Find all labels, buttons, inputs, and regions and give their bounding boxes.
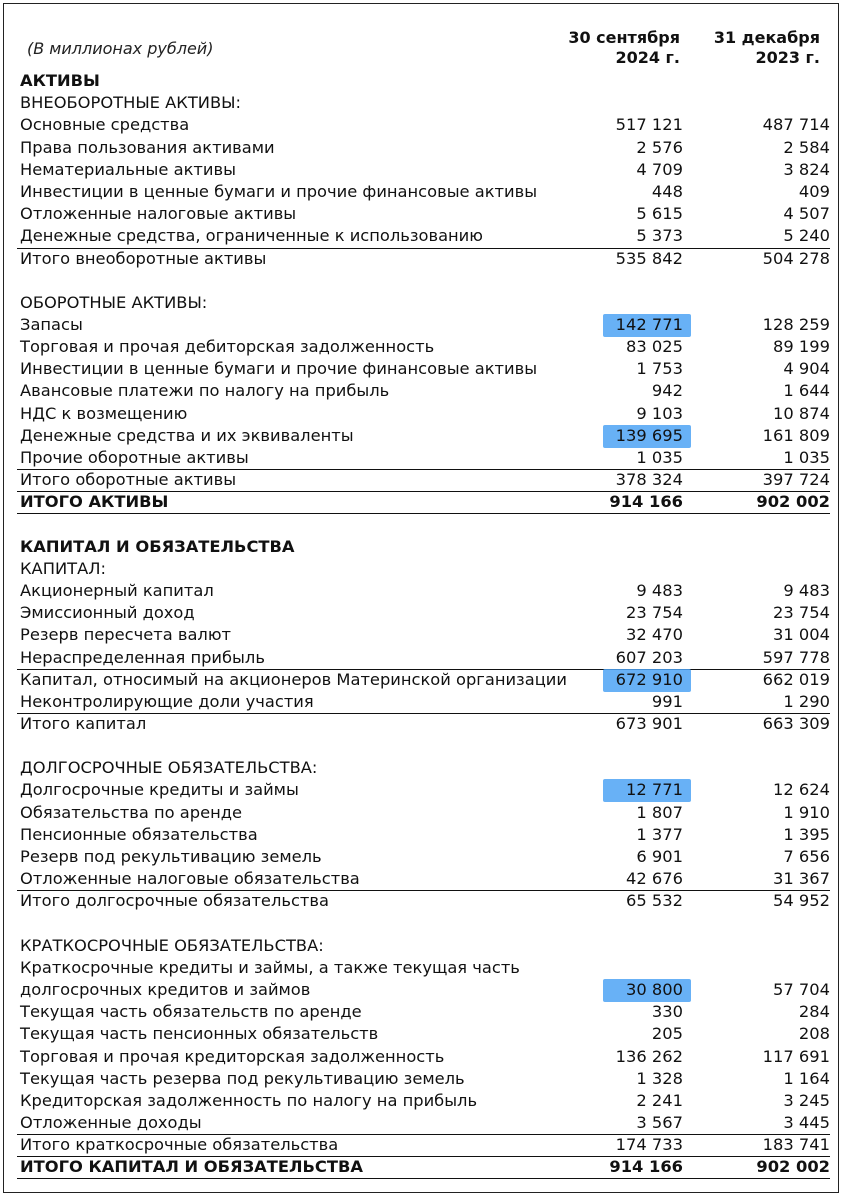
value-2024-text: 991 — [651, 691, 683, 711]
value-2024 — [543, 1046, 683, 1068]
row-label: Отложенные налоговые активы — [20, 204, 297, 224]
row-label: Неконтролирующие доли участия — [20, 691, 314, 711]
value-2024-text: 448 — [651, 181, 683, 201]
row-label: Инвестиции в ценные бумаги и прочие финансовые активы — [20, 359, 538, 379]
value-2024 — [543, 1156, 683, 1178]
subtotal-row — [0, 669, 846, 691]
value-2024 — [543, 181, 683, 203]
value-2023: 3 245 — [783, 1090, 830, 1110]
value-2023: 89 199 — [773, 337, 830, 357]
row-spacer — [0, 913, 846, 935]
value-2024-text: 30 800 — [626, 979, 683, 999]
value-2023: 597 778 — [762, 647, 830, 667]
column-header-2024-line1: 30 сентября — [568, 28, 680, 47]
grand-total-row — [0, 491, 846, 513]
row-spacer — [0, 270, 846, 292]
value-2024 — [543, 1068, 683, 1090]
value-2024-text: 1 328 — [636, 1068, 683, 1088]
value-2024 — [543, 979, 683, 1001]
section-title — [0, 70, 846, 92]
row-label: Торговая и прочая дебиторская задолженность — [20, 337, 435, 357]
table-row — [0, 137, 846, 159]
table-row — [0, 1046, 846, 1068]
row-label: Пенсионные обязательства — [20, 824, 258, 844]
value-2023: 7 656 — [783, 847, 830, 866]
row-label: Текущая часть резерва под рекультивацию земель — [20, 1068, 465, 1088]
value-2024 — [543, 713, 683, 735]
row-label: Нераспределенная прибыль — [20, 647, 265, 667]
value-2024-text: 517 121 — [615, 115, 683, 135]
section-heading — [0, 757, 846, 779]
row-label: Итого оборотные активы — [20, 470, 237, 490]
row-label: Отложенные налоговые обязательства — [20, 869, 360, 889]
value-2024-text: 1 807 — [636, 802, 683, 822]
table-row — [0, 868, 846, 890]
table-row — [0, 1001, 846, 1023]
value-2024-text: 3 567 — [636, 1113, 683, 1133]
value-2024-text: 2 576 — [636, 137, 683, 157]
row-label: Права пользования активами — [20, 137, 275, 157]
value-2023: 57 704 — [773, 979, 830, 999]
table-row — [0, 159, 846, 181]
value-2024-text: 535 842 — [615, 248, 683, 268]
value-2024-text: 1 753 — [636, 359, 683, 379]
table-row — [0, 225, 846, 247]
value-2024-text: 5 615 — [636, 204, 683, 224]
units-note: (В миллионах рублей) — [27, 39, 214, 58]
table-row — [0, 181, 846, 203]
row-label: КАПИТАЛ: — [20, 558, 106, 578]
value-2023: 1 164 — [783, 1068, 830, 1088]
row-label: Итого капитал — [20, 714, 147, 734]
value-2024-text: 1 035 — [636, 448, 683, 467]
table-row — [0, 602, 846, 624]
table-row — [0, 1112, 846, 1134]
value-2023: 1 290 — [783, 691, 830, 711]
column-header-2023 — [670, 28, 820, 68]
value-2024 — [543, 824, 683, 846]
section-heading — [0, 292, 846, 314]
row-label: Денежные средства, ограниченные к использованию — [20, 226, 483, 246]
column-header-2023-line1: 31 декабря — [713, 28, 820, 47]
table-row — [0, 824, 846, 846]
value-2024 — [543, 314, 683, 336]
value-2024 — [543, 802, 683, 824]
value-2024 — [543, 380, 683, 402]
value-2024-text: 12 771 — [626, 780, 683, 800]
subtotal-row — [0, 890, 846, 912]
value-2024 — [543, 602, 683, 624]
table-row — [0, 1023, 846, 1045]
value-2024 — [543, 225, 683, 247]
value-2024 — [543, 336, 683, 358]
value-2023: 10 874 — [773, 403, 830, 423]
value-2023: 161 809 — [762, 425, 830, 445]
value-2024 — [543, 580, 683, 602]
value-2024-text: 83 025 — [626, 337, 683, 357]
value-2023: 183 741 — [762, 1135, 830, 1155]
value-2024 — [543, 248, 683, 270]
value-2024-text: 139 695 — [615, 425, 683, 445]
value-2024 — [543, 1001, 683, 1023]
value-2024-text: 65 532 — [626, 891, 683, 911]
table-row — [0, 624, 846, 646]
value-2023: 3 824 — [783, 159, 830, 179]
value-2024-text: 142 771 — [615, 314, 683, 334]
value-2024-text: 330 — [651, 1002, 683, 1022]
table-row — [0, 779, 846, 801]
value-2024-text: 42 676 — [626, 869, 683, 889]
value-2023: 31 004 — [773, 625, 830, 645]
value-2023: 1 644 — [783, 381, 830, 401]
row-label: Нематериальные активы — [20, 159, 236, 179]
table-row — [0, 647, 846, 669]
value-2024 — [543, 890, 683, 912]
value-2024-text: 607 203 — [615, 647, 683, 667]
row-label: НДС к возмещению — [20, 403, 188, 423]
table-row — [0, 203, 846, 225]
table-row — [0, 380, 846, 402]
value-2023: 5 240 — [783, 226, 830, 246]
table-row — [0, 314, 846, 336]
value-2023: 397 724 — [762, 470, 830, 490]
row-label: Акционерный капитал — [20, 580, 214, 600]
table-row — [0, 580, 846, 602]
row-label: Инвестиции в ценные бумаги и прочие финансовые активы — [20, 181, 538, 201]
value-2024-text: 5 373 — [636, 226, 683, 246]
row-label: Запасы — [20, 314, 83, 334]
value-2024-text: 23 754 — [626, 603, 683, 623]
row-label: Кредиторская задолженность по налогу на прибыль — [20, 1090, 478, 1110]
value-2024 — [543, 647, 683, 669]
row-label: Резерв под рекультивацию земель — [20, 847, 322, 866]
row-label: КАПИТАЛ И ОБЯЗАТЕЛЬСТВА — [20, 536, 295, 556]
value-2024 — [543, 868, 683, 890]
value-2024-text: 9 103 — [636, 403, 683, 423]
row-label: Авансовые платежи по налогу на прибыль — [20, 381, 390, 401]
section-heading — [0, 558, 846, 580]
value-2024-text: 2 241 — [636, 1090, 683, 1110]
value-2024-text: 673 901 — [615, 714, 683, 734]
table-row — [0, 691, 846, 713]
row-label: Долгосрочные кредиты и займы — [20, 780, 299, 800]
value-2024 — [543, 114, 683, 136]
row-label: Эмиссионный доход — [20, 603, 195, 623]
column-header-2023-line2: 2023 г. — [755, 48, 820, 67]
value-2023: 31 367 — [773, 869, 830, 889]
value-2023: 504 278 — [762, 248, 830, 268]
value-2024 — [543, 1134, 683, 1156]
value-2023: 12 624 — [773, 780, 830, 800]
value-2024 — [543, 1023, 683, 1045]
value-2024 — [543, 358, 683, 380]
row-label: Основные средства — [20, 115, 190, 135]
row-label: Отложенные доходы — [20, 1113, 202, 1133]
value-2024-text: 136 262 — [615, 1046, 683, 1066]
value-2023: 9 483 — [783, 580, 830, 600]
value-2023: 487 714 — [762, 115, 830, 135]
grand-total-row — [0, 1156, 846, 1178]
value-2024 — [543, 203, 683, 225]
table-row — [0, 1090, 846, 1112]
value-2024 — [543, 447, 683, 469]
value-2024-text: 942 — [651, 381, 683, 401]
value-2023: 2 584 — [783, 137, 830, 157]
value-2024-text: 672 910 — [615, 669, 683, 689]
subtotal-row — [0, 248, 846, 270]
value-2024 — [543, 779, 683, 801]
value-2023: 208 — [798, 1024, 830, 1044]
value-2024-text: 9 483 — [636, 580, 683, 600]
row-label: Капитал, относимый на акционеров Материнской организации — [20, 669, 567, 689]
value-2023: 4 507 — [783, 204, 830, 224]
row-label: Итого краткосрочные обязательства — [20, 1135, 339, 1155]
row-label: Текущая часть пенсионных обязательств — [20, 1024, 379, 1044]
column-header-2024 — [530, 28, 680, 68]
value-2024-text: 4 709 — [636, 159, 683, 179]
value-2024-text: 32 470 — [626, 625, 683, 645]
value-2024 — [543, 137, 683, 159]
value-2024-text: 378 324 — [615, 470, 683, 490]
column-header-2024-line2: 2024 г. — [615, 48, 680, 67]
row-label: ОБОРОТНЫЕ АКТИВЫ: — [20, 292, 208, 312]
section-heading — [0, 935, 846, 957]
row-label: Торговая и прочая кредиторская задолженность — [20, 1046, 445, 1066]
value-2024-text: 1 377 — [636, 824, 683, 844]
value-2023: 23 754 — [773, 603, 830, 623]
value-2024 — [543, 846, 683, 868]
row-label: долгосрочных кредитов и займов — [20, 979, 311, 999]
value-2023: 117 691 — [762, 1046, 830, 1066]
value-2024-text: 6 901 — [636, 847, 683, 866]
value-2023: 1 395 — [783, 824, 830, 844]
table-row — [0, 336, 846, 358]
value-2023: 902 002 — [756, 492, 830, 512]
balance-sheet-table — [0, 70, 846, 1179]
table-row — [0, 358, 846, 380]
subtotal-row — [0, 469, 846, 491]
table-row — [0, 979, 846, 1001]
value-2023: 1 910 — [783, 802, 830, 822]
value-2023: 4 904 — [783, 359, 830, 379]
row-label: Итого внеоборотные активы — [20, 248, 267, 268]
row-label: Обязательства по аренде — [20, 802, 242, 822]
row-label: Текущая часть обязательств по аренде — [20, 1002, 362, 1022]
value-2023: 128 259 — [762, 314, 830, 334]
value-2023: 3 445 — [783, 1113, 830, 1133]
row-label: ВНЕОБОРОТНЫЕ АКТИВЫ: — [20, 93, 241, 113]
value-2024 — [543, 469, 683, 491]
row-label: Резерв пересчета валют — [20, 625, 232, 645]
row-label: Краткосрочные кредиты и займы, а также текущая часть — [20, 957, 520, 977]
row-label: ИТОГО КАПИТАЛ И ОБЯЗАТЕЛЬСТВА — [20, 1157, 363, 1177]
value-2024 — [543, 159, 683, 181]
table-row — [0, 447, 846, 469]
row-label: Денежные средства и их эквиваленты — [20, 425, 354, 445]
value-2024 — [543, 1090, 683, 1112]
value-2024-text: 914 166 — [609, 492, 683, 512]
value-2024 — [543, 425, 683, 447]
value-2023: 902 002 — [756, 1157, 830, 1177]
value-2023: 1 035 — [783, 448, 830, 467]
value-2024 — [543, 1112, 683, 1134]
value-2024-text: 205 — [651, 1024, 683, 1044]
row-label: Прочие оборотные активы — [20, 448, 249, 467]
section-heading — [0, 957, 846, 979]
value-2023: 409 — [798, 181, 830, 201]
table-row — [0, 846, 846, 868]
row-spacer — [0, 514, 846, 536]
value-2024-text: 174 733 — [615, 1135, 683, 1155]
value-2024-text: 914 166 — [609, 1157, 683, 1177]
value-2024 — [543, 669, 683, 691]
value-2024 — [543, 624, 683, 646]
row-label: ДОЛГОСРОЧНЫЕ ОБЯЗАТЕЛЬСТВА: — [20, 758, 318, 778]
table-row — [0, 403, 846, 425]
table-row — [0, 114, 846, 136]
value-2024 — [543, 491, 683, 513]
subtotal-row — [0, 1134, 846, 1156]
row-label: КРАТКОСРОЧНЫЕ ОБЯЗАТЕЛЬСТВА: — [20, 935, 324, 955]
value-2023: 54 952 — [773, 891, 830, 911]
table-row — [0, 1068, 846, 1090]
section-title — [0, 536, 846, 558]
subtotal-row — [0, 713, 846, 735]
row-label: ИТОГО АКТИВЫ — [20, 492, 169, 512]
row-label: АКТИВЫ — [20, 71, 100, 90]
table-row — [0, 802, 846, 824]
value-2023: 662 019 — [762, 669, 830, 689]
table-row — [0, 425, 846, 447]
section-heading — [0, 92, 846, 114]
value-2023: 284 — [798, 1002, 830, 1022]
row-label: Итого долгосрочные обязательства — [20, 891, 329, 911]
value-2024 — [543, 403, 683, 425]
row-spacer — [0, 735, 846, 757]
value-2023: 663 309 — [762, 714, 830, 734]
value-2024 — [543, 691, 683, 713]
